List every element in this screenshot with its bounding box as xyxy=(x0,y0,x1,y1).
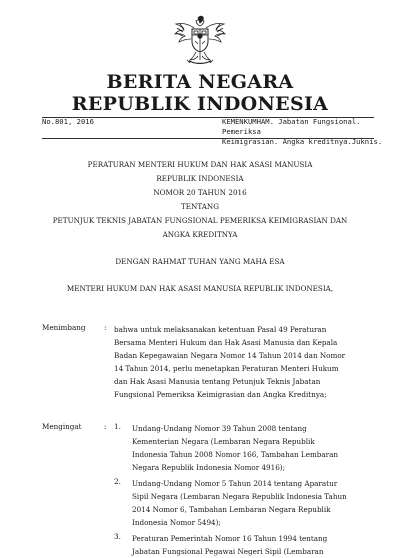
blessing-line: DENGAN RAHMAT TUHAN YANG MAHA ESA xyxy=(115,257,285,266)
mengingat-item-line: Sipil Negara (Lembaran Negara Republik Indonesia Tahun xyxy=(132,492,347,501)
regulation-number: NOMOR 20 TAHUN 2016 xyxy=(153,188,247,197)
mengingat-item-line: Indonesia Nomor 5494); xyxy=(132,518,221,527)
menimbang-line: bahwa untuk melaksanakan ketentuan Pasal 49 Peraturan xyxy=(114,325,327,334)
mengingat-item-line: 2014 Nomor 6, Tambahan Lembaran Negara Republik xyxy=(132,505,331,514)
menimbang-line: Badan Kepegawaian Negara Nomor 14 Tahun 2014 dan Nomor xyxy=(114,351,346,360)
garuda-emblem-icon xyxy=(172,14,228,68)
regulation-title-line2: REPUBLIK INDONESIA xyxy=(156,174,244,183)
gazette-subject-line1: KEMENKUMHAM. Jabatan Fungsional. Pemeriksa xyxy=(222,117,361,136)
mengingat-item-number: 3. xyxy=(114,532,121,541)
regulation-subject-line2: ANGKA KREDITNYA xyxy=(162,230,238,239)
mengingat-item-number: 2. xyxy=(114,477,121,486)
mengingat-item-line: Peraturan Pemerintah Nomor 16 Tahun 1994 tentang xyxy=(132,534,328,543)
menimbang-line: Fungsional Pemeriksa Keimigrasian dan Angka Kreditnya; xyxy=(114,390,327,399)
gazette-title-line2: REPUBLIK INDONESIA xyxy=(71,93,329,115)
mengingat-item-number: 1. xyxy=(114,422,121,431)
menimbang-line: dan Hak Asasi Manusia tentang Petunjuk Teknis Jabatan xyxy=(114,377,321,386)
menimbang-line: Bersama Menteri Hukum dan Hak Asasi Manusia dan Kepala xyxy=(114,338,338,347)
mengingat-item-line: Undang-Undang Nomor 5 Tahun 2014 tentang Aparatur xyxy=(132,479,338,488)
minister-line: MENTERI HUKUM DAN HAK ASASI MANUSIA REPUBLIK INDONESIA, xyxy=(66,284,334,293)
header-divider-bottom xyxy=(42,138,374,139)
mengingat-item-line: Kementerian Negara (Lembaran Negara Republik xyxy=(132,437,315,446)
mengingat-colon: : xyxy=(104,422,107,431)
mengingat-item-line: Indonesia Tahun 2008 Nomor 166, Tambahan Lembaran xyxy=(132,450,338,459)
menimbang-line: 14 Tahun 2014, perlu menetapkan Peraturan Menteri Hukum xyxy=(114,364,339,373)
regulation-title-line1: PERATURAN MENTERI HUKUM DAN HAK ASASI MANUSIA xyxy=(87,160,313,169)
mengingat-item-line: Jabatan Fungsional Pegawai Negeri Sipil (Lembaran xyxy=(132,547,324,556)
menimbang-label: Menimbang xyxy=(42,323,86,332)
regulation-subject-line1: PETUNJUK TEKNIS JABATAN FUNGSIONAL PEMERIKSA KEIMIGRASIAN DAN xyxy=(52,216,348,225)
gazette-number: No.801, 2016 xyxy=(42,117,94,126)
menimbang-text xyxy=(114,323,376,401)
gazette-title-line1: BERITA NEGARA xyxy=(106,71,294,93)
mengingat-item-1 xyxy=(132,422,376,474)
mengingat-label: Mengingat xyxy=(42,422,82,431)
mengingat-item-line: Undang-Undang Nomor 39 Tahun 2008 tentang xyxy=(132,424,307,433)
menimbang-colon: : xyxy=(104,323,107,332)
gazette-subject xyxy=(222,117,392,147)
regulation-tentang: TENTANG xyxy=(181,202,219,211)
gazette-subject-line2: Keimigrasian. Angka kreditnya.Juknis. xyxy=(222,137,383,146)
mengingat-item-3 xyxy=(132,532,376,558)
mengingat-item-line: Negara Republik Indonesia Nomor 4916); xyxy=(132,463,286,472)
mengingat-item-2 xyxy=(132,477,376,529)
